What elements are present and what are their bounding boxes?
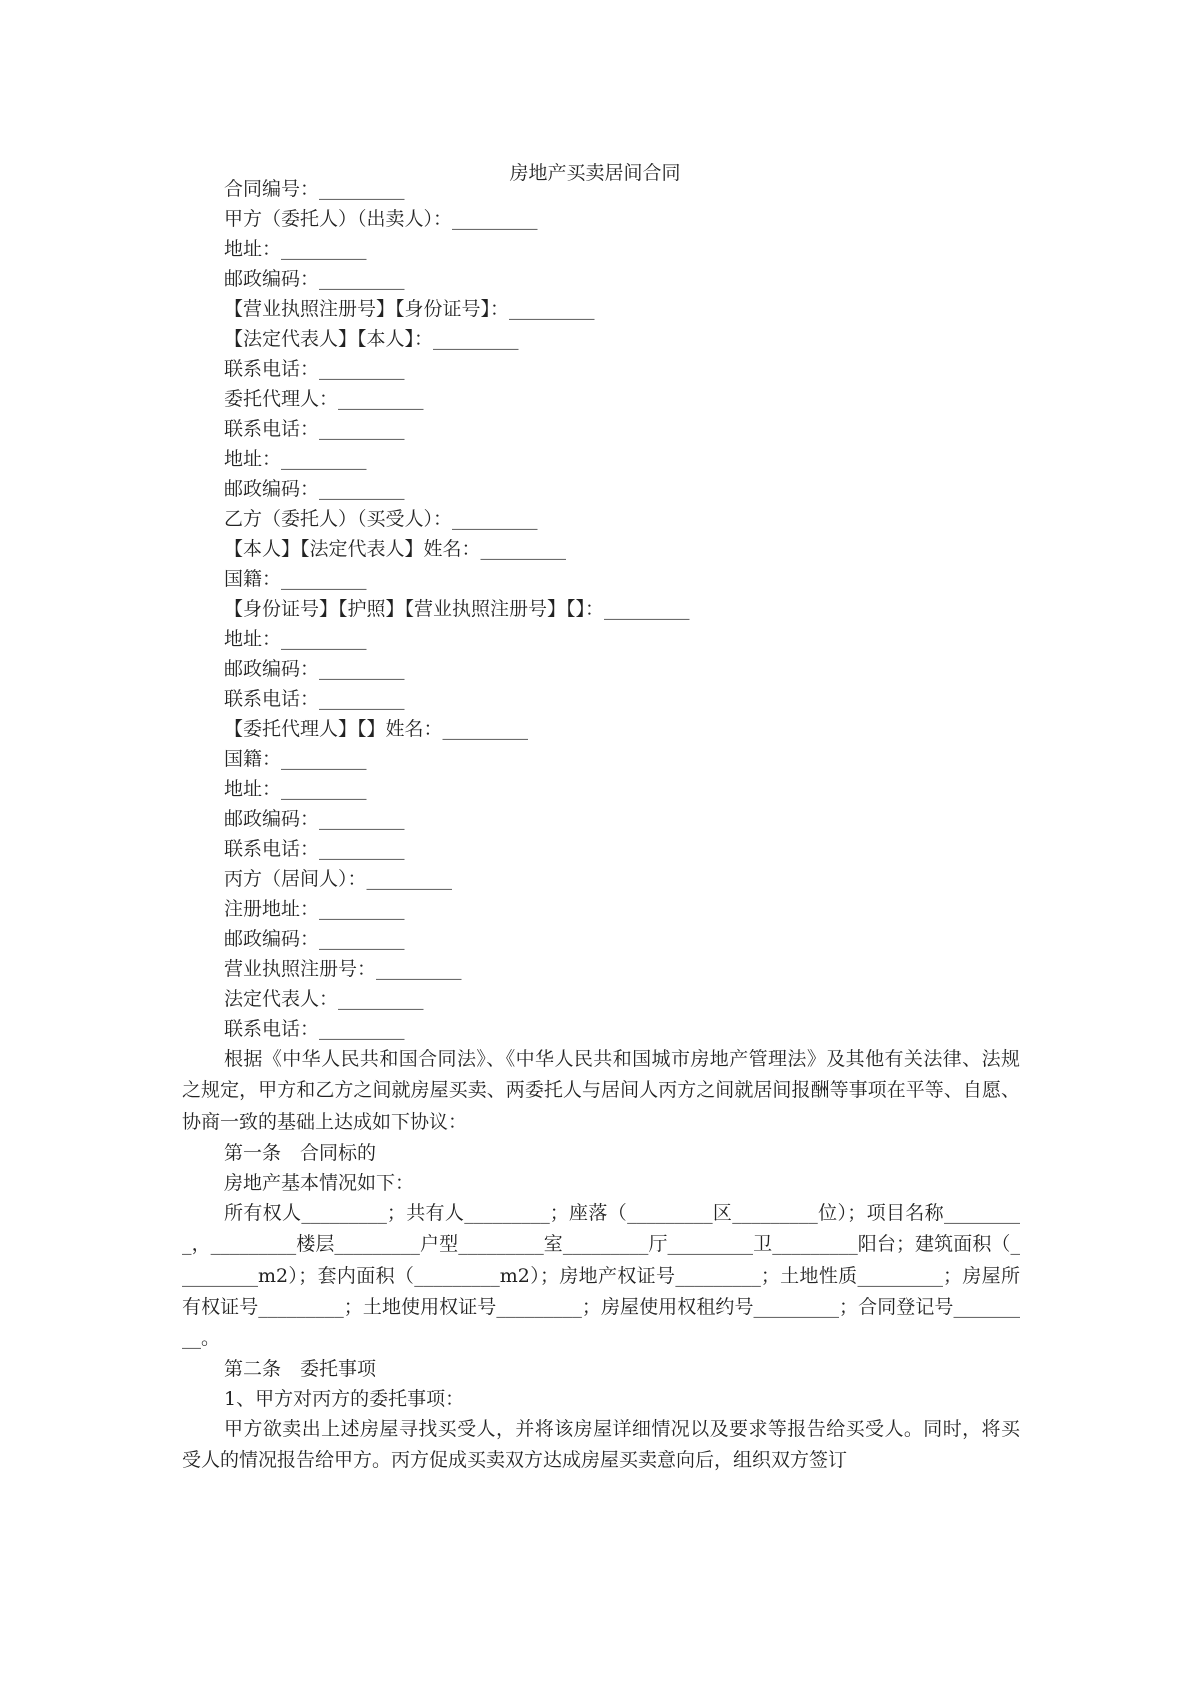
- article-1-heading: 第一条 合同标的: [224, 1142, 377, 1164]
- field-party-b-agent: 【委托代理人】【】姓名：_________: [224, 718, 529, 740]
- field-party-c: 丙方（居间人）：_________: [224, 868, 453, 890]
- field-party-c-phone: 联系电话：_________: [224, 1018, 405, 1040]
- field-party-b-agent-postcode: 邮政编码：_________: [224, 808, 405, 830]
- field-party-a: 甲方（委托人）（出卖人）：_________: [224, 208, 538, 230]
- field-party-b: 乙方（委托人）（买受人）：_________: [224, 508, 538, 530]
- field-party-b-agent-address: 地址：_________: [224, 778, 367, 800]
- article-1-subheading: 房地产基本情况如下：: [224, 1172, 415, 1194]
- field-party-c-representative: 法定代表人：_________: [224, 988, 424, 1010]
- field-party-b-name: 【本人】【法定代表人】姓名：_________: [224, 538, 567, 560]
- field-party-a-postcode: 邮政编码：_________: [224, 268, 405, 290]
- field-party-a-agent-postcode: 邮政编码：_________: [224, 478, 405, 500]
- article-2-body: 甲方欲卖出上述房屋寻找买受人，并将该房屋详细情况以及要求等报告给买受人。同时，将买受人的情况报告给甲方。丙方促成买卖双方达成房屋买卖意向后，组织双方签订: [182, 1418, 1020, 1472]
- field-party-c-license: 营业执照注册号：_________: [224, 958, 462, 980]
- article-1-body: 所有权人_________；共有人_________；座落（_________区_________位）；项目名称_________，_________楼层_________户型_________室_________厅_________卫_________阳台；建筑面积（_________m2）；套内面积（_________m2）；房地产权证号_________；土地性质_________；房屋所有权证号_________；土地使用权证号_________；房屋使用权租约号_________；合同登记号_________。: [182, 1202, 1020, 1350]
- article-2-subheading: 1、甲方对丙方的委托事项：: [224, 1388, 465, 1410]
- field-party-a-phone: 联系电话：_________: [224, 358, 405, 380]
- field-party-b-agent-nationality: 国籍：_________: [224, 748, 367, 770]
- field-party-a-agent: 委托代理人：_________: [224, 388, 424, 410]
- article-2-heading: 第二条 委托事项: [224, 1358, 377, 1380]
- field-party-c-address: 注册地址：_________: [224, 898, 405, 920]
- field-party-a-representative: 【法定代表人】【本人】：_________: [224, 328, 519, 350]
- document-title: 房地产买卖居间合同: [509, 162, 681, 184]
- field-party-a-address: 地址：_________: [224, 238, 367, 260]
- field-party-b-address: 地址：_________: [224, 628, 367, 650]
- field-party-b-postcode: 邮政编码：_________: [224, 658, 405, 680]
- field-party-b-agent-phone: 联系电话：_________: [224, 838, 405, 860]
- field-party-c-postcode: 邮政编码：_________: [224, 928, 405, 950]
- field-party-b-phone: 联系电话：_________: [224, 688, 405, 710]
- intro-paragraph: 根据《中华人民共和国合同法》、《中华人民共和国城市房地产管理法》及其他有关法律、法规之规定，甲方和乙方之间就房屋买卖、两委托人与居间人丙方之间就居间报酬等事项在平等、自愿、协商一致的基础上达成如下协议：: [182, 1048, 1020, 1133]
- field-party-b-id: 【身份证号】【护照】【营业执照注册号】【】：_________: [224, 598, 690, 620]
- field-party-a-agent-phone: 联系电话：_________: [224, 418, 405, 440]
- field-party-a-agent-address: 地址：_________: [224, 448, 367, 470]
- field-contract-number: 合同编号：_________: [224, 178, 405, 200]
- field-party-a-id: 【营业执照注册号】【身份证号】：_________: [224, 298, 595, 320]
- field-party-b-nationality: 国籍：_________: [224, 568, 367, 590]
